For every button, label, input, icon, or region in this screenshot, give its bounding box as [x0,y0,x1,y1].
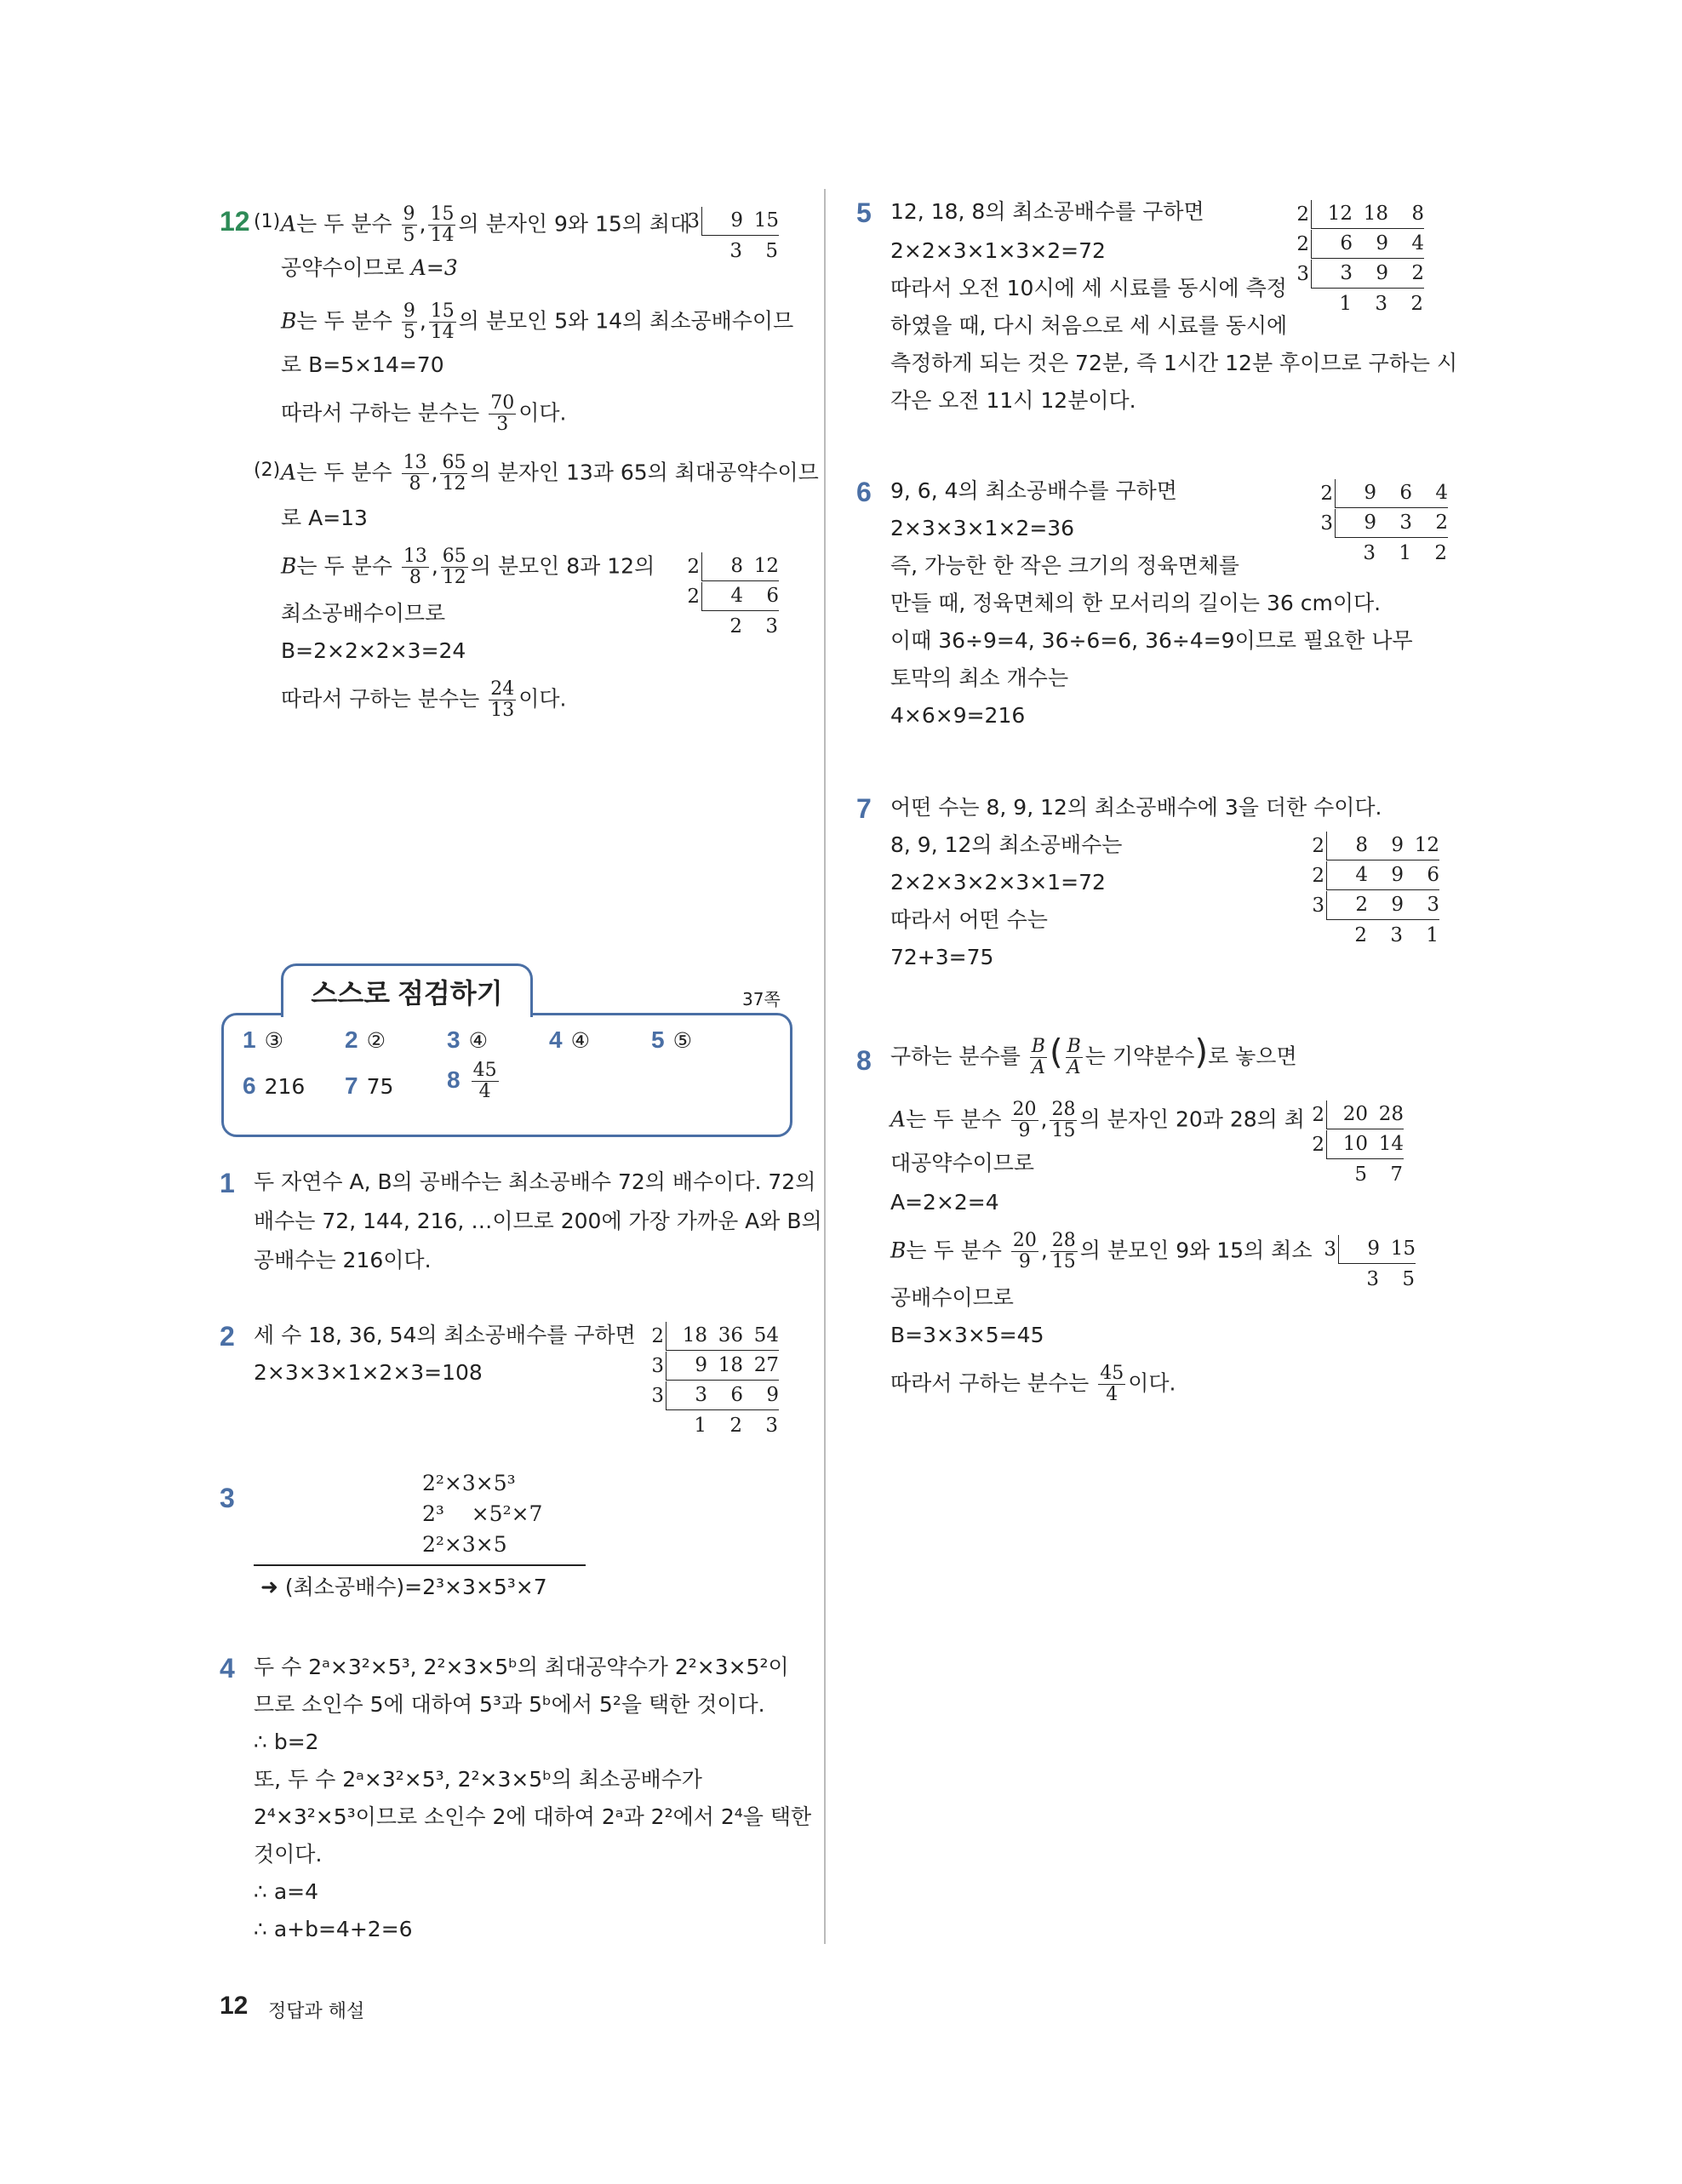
ladder-quotient-row [1290,920,1439,950]
ladder-row [1290,860,1439,890]
denominator: A [1031,1057,1045,1078]
answer-number: 1 [243,1026,256,1053]
ladder-divisor: 3 [687,209,700,232]
part-2-label: (2) [254,460,281,481]
ladder-value: 9 [1367,1238,1380,1260]
p8-line2: A는 두 분수 $\frac{20}{9}$ , $\frac{28}{15}$ 의 분자인 20과 28의 최 [890,1099,1305,1141]
fraction [428,204,455,246]
p8-line1: 구하는 분수를 $\frac{B}{A}$ ( $\frac{B}{A}$ 는 기약분수)로 놓으면 [890,1032,1297,1078]
p5-line2: 2×2×3×1×3×2=72 [890,238,1106,263]
fraction [1030,1037,1047,1078]
ladder-value: 8 [1411,203,1424,225]
p4-line3: ∴ b=2 [254,1729,319,1754]
p8-line7: B=3×3×5=45 [890,1323,1044,1347]
fraction [402,204,417,246]
denominator: 8 [409,567,421,588]
numerator: 28 [1051,1230,1076,1251]
numerator: 45 [472,1060,497,1081]
denominator: 14 [430,322,455,343]
fraction [402,453,429,495]
ladder-value: 12 [753,555,779,577]
p6-line4: 만들 때, 정육면체의 한 모서리의 길이는 36 cm이다. [890,591,1382,615]
answer-item [447,1026,488,1054]
self-check-page-ref: 37쪽 [742,989,781,1009]
p12-line5: 따라서 구하는 분수는 $\frac{70}{3}$ 이다. [281,392,567,435]
ladder-row [1290,831,1439,860]
ladder-divisor: 2 [1312,864,1324,887]
p12-2-line1: A는 두 분수 $\frac{13}{8}$ , $\frac{65}{12}$ 의 분자인 13과 65의 최대공약수이므 [281,452,819,495]
ladder-row [1302,1234,1416,1264]
ladder-value: 9 [1391,864,1404,886]
ladder-cells [701,612,778,640]
page-number: 12 [220,1992,249,2020]
ladder-value: 9 [695,1354,707,1376]
p3-rule [254,1564,586,1566]
numerator: 9 [403,203,415,225]
ladder-divisor: 2 [687,555,700,578]
p8-line6: 공배수이므로 [890,1285,1014,1310]
p3-result: ➜ (최소공배수)=2³×3×5³×7 [260,1575,547,1599]
p12-2-line6: 따라서 구하는 분수는 $\frac{24}{13}$ 이다. [281,678,567,721]
ladder-cells [1311,260,1424,289]
ladder-value: 3 [1390,923,1403,946]
p12-line2: 공약수이므로 A=3 [281,255,458,280]
ladder-row [1275,259,1424,289]
ladder-value: 4 [1355,864,1368,886]
ladder-value: 4 [1411,232,1424,254]
answer-value: 216 [264,1074,306,1099]
ladder-value: 3 [1427,894,1439,916]
fraction [402,301,417,343]
ladder-row [1275,199,1424,229]
ladder-value: 2 [1435,512,1448,534]
ladder-value: 2 [1410,292,1423,315]
ladder-value: 3 [1399,512,1412,534]
fraction [1098,1364,1125,1405]
answer-value: ④ [570,1028,590,1053]
ladder-value: 2 [729,615,742,637]
ladder-value: 3 [765,615,778,637]
ladder-quotient-row [666,236,779,266]
ladder-value: 18 [682,1324,707,1346]
p7-line2: 8, 9, 12의 최소공배수는 [890,832,1123,857]
problem-5-number: 5 [856,197,872,228]
ladder-value: 27 [753,1354,779,1376]
ladder-row [1290,890,1439,920]
ladder-value: 28 [1378,1103,1404,1125]
numerator: 45 [1100,1363,1124,1384]
ladder-value: 9 [766,1384,779,1406]
ladder-8b [1302,1234,1416,1294]
ladder-value: 3 [695,1384,707,1406]
p5-line6: 각은 오전 11시 12분이다. [890,388,1136,413]
denominator: A [1067,1057,1081,1078]
answer-item [447,1061,501,1102]
ladder-value: 1 [1426,923,1439,946]
denominator: 3 [496,414,509,435]
p5-line3: 따라서 오전 10시에 세 시료를 동시에 측정 [890,276,1287,300]
ladder-quotient-row [1302,1264,1416,1294]
ladder-8a [1290,1100,1404,1189]
ladder-2 [630,1321,779,1440]
ladder-value: 9 [1391,894,1404,916]
answer-value: ④ [468,1028,488,1053]
problem-3-number: 3 [220,1483,235,1513]
p7-line3: 2×2×3×2×3×1=72 [890,870,1106,895]
ladder-quotient-row [1290,1159,1404,1189]
p12-2-line4: 최소공배수이므로 [281,601,446,626]
ladder-divisor: 2 [1312,1133,1324,1156]
p6-line1: 9, 6, 4의 최소공배수를 구하면 [890,478,1177,503]
ladder-divisor: 3 [1312,894,1324,917]
ladder-value: 2 [1411,262,1424,284]
ladder-5 [1275,199,1424,318]
ladder-value: 10 [1342,1133,1368,1155]
ladder-value: 1 [1339,292,1352,315]
problem-4-number: 4 [220,1653,235,1684]
ladder-row [630,1351,779,1381]
numerator: 20 [1012,1099,1037,1120]
p7-line4: 따라서 어떤 수는 [890,907,1048,932]
p7-line5: 72+3=75 [890,945,994,969]
fraction [1050,1100,1077,1141]
denominator: 15 [1051,1251,1076,1272]
p5-line5: 측정하게 되는 것은 72분, 즉 1시간 12분 후이므로 구하는 시 [890,351,1458,375]
ladder-value: 3 [1375,292,1387,315]
ladder-row [1275,229,1424,259]
ladder-quotient-row [1275,289,1424,318]
p4-line2: 므로 소인수 5에 대하여 5³과 5ᵇ에서 5²을 택한 것이다. [254,1692,765,1717]
fraction [1066,1037,1083,1078]
p2-line2: 2×3×3×1×2×3=108 [254,1360,483,1385]
ladder-value: 8 [730,555,743,577]
ladder-value: 15 [1390,1238,1416,1260]
ladder-value: 6 [1399,482,1412,504]
ladder-divisor: 2 [687,585,700,608]
ladder-row [1290,1100,1404,1129]
answer-item [243,1026,283,1054]
denominator: 5 [403,322,415,343]
ladder-cells [1338,1235,1416,1264]
ladder-value: 4 [730,585,743,607]
numerator: 13 [403,546,427,567]
numerator: 70 [490,392,515,414]
numerator: 13 [403,452,427,473]
denominator: 15 [1051,1120,1076,1141]
denominator: 12 [442,473,466,495]
ladder-value: 3 [1363,541,1376,564]
ladder-7 [1290,831,1439,950]
answer-number: 3 [447,1026,461,1053]
ladder-value: 18 [1363,203,1388,225]
ladder-cells [1326,1160,1403,1188]
answer-item [243,1072,305,1100]
ladder-12b [666,552,779,641]
ladder-divisor: 2 [1312,834,1324,857]
ladder-value: 9 [1391,834,1404,856]
p6-line5: 이때 36÷9=4, 36÷6=6, 36÷4=9이므로 필요한 나무 [890,628,1413,653]
answer-number: 4 [549,1026,563,1053]
p6-line7: 4×6×9=216 [890,703,1026,728]
problem-7-number: 7 [856,793,872,824]
ladder-cells [1326,1130,1404,1159]
ladder-value: 12 [1414,834,1439,856]
numerator: B [1067,1036,1081,1057]
numerator: 15 [430,300,455,322]
ladder-value: 5 [1354,1163,1367,1186]
ladder-row [1299,478,1448,508]
ladder-value: 6 [730,1384,743,1406]
ladder-value: 1 [694,1414,707,1437]
ladder-value: 9 [1376,262,1388,284]
ladder-value: 2 [729,1414,742,1437]
ladder-cells [1326,921,1439,949]
ladder-cells [701,237,778,265]
fraction [441,546,468,588]
ladder-row [666,206,779,236]
p1-line3: 공배수는 216이다. [254,1248,432,1272]
answer-value: ⑤ [672,1028,692,1053]
fraction [1011,1100,1038,1141]
denominator: 13 [490,700,515,721]
p8-line8: 따라서 구하는 분수는 $\frac{45}{4}$ 이다. [890,1363,1176,1405]
ladder-cells [666,1352,779,1381]
ladder-value: 3 [1340,262,1353,284]
numerator: 20 [1012,1230,1037,1251]
fraction [440,453,467,495]
ladder-value: 9 [1364,512,1376,534]
ladder-value: 2 [1355,894,1368,916]
ladder-divisor: 2 [651,1324,664,1347]
ladder-value: 3 [1366,1267,1379,1290]
ladder-cells [666,1381,779,1410]
answer-value: ② [366,1028,386,1053]
column-divider [824,189,826,1944]
ladder-cells [1326,832,1439,860]
ladder-value: 6 [766,585,779,607]
ladder-value: 6 [1340,232,1353,254]
ladder-value: 14 [1378,1133,1404,1155]
problem-1-number: 1 [220,1168,235,1198]
ladder-cells [1338,1265,1415,1293]
problem-6-number: 6 [856,477,872,507]
fraction [489,393,516,435]
numerator: 28 [1051,1099,1076,1120]
denominator: 9 [1018,1120,1031,1141]
p7-line1: 어떤 수는 8, 9, 12의 최소공배수에 3을 더한 수이다. [890,795,1382,820]
answer-item [651,1026,692,1054]
ladder-cells [666,1322,779,1351]
ladder-divisor: 3 [1320,512,1333,535]
answer-item [345,1072,393,1100]
answer-value: 75 [366,1074,394,1099]
ladder-value: 9 [1376,232,1388,254]
ladder-divisor: 2 [1320,482,1333,505]
answer-fraction [472,1061,499,1102]
ladder-divisor: 3 [1324,1238,1336,1261]
problem-2-number: 2 [220,1321,235,1352]
ladder-row [1290,1129,1404,1159]
ladder-cells [666,1411,778,1439]
denominator: 14 [430,225,455,246]
ladder-divisor: 3 [1296,262,1309,285]
numerator: 15 [430,203,455,225]
p12-2-line3: B는 두 분수 $\frac{13}{8}$ , $\frac{65}{12}$ 의 분모인 8과 12의 [281,546,655,588]
p4-line6: 것이다. [254,1842,323,1867]
p8-line3: 대공약수이므로 [890,1151,1035,1175]
ladder-divisor: 3 [651,1384,664,1407]
fraction [489,679,516,721]
denominator: 5 [403,225,415,246]
answer-number: 6 [243,1072,256,1099]
p6-line6: 토막의 최소 개수는 [890,666,1069,690]
p4-line4: 또, 두 수 2ᵃ×3²×5³, 2²×3×5ᵇ의 최소공배수가 [254,1767,702,1792]
ladder-cells [701,552,779,581]
ladder-cells [1335,479,1448,508]
p12-2-line2: 로 A=13 [281,506,368,530]
answer-number: 2 [345,1026,358,1053]
p1-line1: 두 자연수 A, B의 공배수는 최소공배수 72의 배수이다. 72의 [254,1169,816,1194]
p3-row2: 2³ ×5²×7 [422,1501,543,1526]
fraction [1050,1231,1078,1272]
ladder-value: 5 [765,239,778,262]
ladder-value: 9 [1364,482,1376,504]
ladder-value: 6 [1427,864,1439,886]
p8-line5: B는 두 분수 $\frac{20}{9}$ , $\frac{28}{15}$ 의 분모인 9와 15의 최소 [890,1230,1313,1272]
footer-label: 정답과 해설 [268,2001,365,2022]
ladder-12a [666,206,779,266]
ladder-cells [701,582,779,611]
ladder-row [630,1321,779,1351]
numerator: 65 [442,546,466,567]
p4-line7: ∴ a=4 [254,1879,319,1904]
answer-number: 7 [345,1072,358,1099]
ladder-value: 7 [1390,1163,1403,1186]
ladder-value: 36 [718,1324,743,1346]
denominator: 4 [478,1081,491,1102]
p3-row1: 2²×3×5³ [422,1471,516,1495]
part-1-label: (1) [254,211,281,232]
fraction [402,546,429,588]
ladder-divisor: 2 [1296,203,1309,226]
ladder-value: 12 [1327,203,1353,225]
self-check-title: 스스로 점검하기 [281,963,533,1017]
p2-line1: 세 수 18, 36, 54의 최소공배수를 구하면 [254,1323,636,1347]
numerator: 9 [403,300,415,322]
ladder-row [630,1381,779,1410]
ladder-value: 15 [753,209,779,232]
answer-item [345,1026,386,1054]
answer-value: ③ [264,1028,283,1053]
p6-line3: 즉, 가능한 한 작은 크기의 정육면체를 [890,553,1239,578]
ladder-cells [1326,861,1439,890]
ladder-value: 3 [729,239,742,262]
ladder-value: 54 [753,1324,779,1346]
problem-12-number: 12 [220,206,250,237]
ladder-quotient-row [630,1410,779,1440]
p12-line4: 로 B=5×14=70 [281,352,444,377]
ladder-divisor: 3 [651,1354,664,1377]
ladder-cells [1326,1101,1404,1129]
ladder-cells [1311,230,1424,259]
ladder-divisor: 2 [1312,1103,1324,1126]
ladder-value: 2 [1354,923,1367,946]
ladder-row [666,552,779,581]
ladder-value: 3 [765,1414,778,1437]
ladder-value: 2 [1434,541,1447,564]
denominator: 4 [1106,1384,1118,1405]
p8-line4: A=2×2=4 [890,1190,999,1215]
denominator: 12 [442,567,466,588]
answer-number: 8 [447,1066,461,1093]
ladder-cells [1326,891,1439,920]
denominator: 9 [1018,1251,1031,1272]
ladder-row [666,581,779,611]
ladder-cells [1335,539,1447,567]
ladder-value: 5 [1402,1267,1415,1290]
ladder-value: 8 [1355,834,1368,856]
p3-row3: 2²×3×5 [422,1532,507,1557]
ladder-cells [1311,289,1423,317]
fraction [1011,1231,1038,1272]
problem-8-number: 8 [856,1045,872,1076]
p5-line1: 12, 18, 8의 최소공배수를 구하면 [890,199,1204,224]
ladder-quotient-row [666,611,779,641]
ladder-cells [1311,200,1424,229]
ladder-divisor: 2 [1296,232,1309,255]
ladder-value: 18 [718,1354,743,1376]
numerator: 24 [490,678,515,700]
fraction [429,301,456,343]
ladder-6 [1299,478,1448,568]
p12-line3: B는 두 분수 $\frac{9}{5}$ , $\frac{15}{14}$ 의 분모인 5와 14의 최소공배수이므 [281,300,794,343]
ladder-row [1299,508,1448,538]
denominator: 8 [409,473,421,495]
p4-line8: ∴ a+b=4+2=6 [254,1917,413,1941]
ladder-value: 20 [1342,1103,1368,1125]
p4-line1: 두 수 2ᵃ×3²×5³, 2²×3×5ᵇ의 최대공약수가 2²×3×5²이 [254,1655,789,1679]
p4-line5: 2⁴×3²×5³이므로 소인수 2에 대하여 2ᵃ과 2²에서 2⁴을 택한 [254,1804,812,1829]
ladder-value: 1 [1399,541,1411,564]
p12-line1: A는 두 분수 $\frac{9}{5}$ , $\frac{15}{14}$ 의 분자인 9와 15의 최대 [281,203,691,246]
answer-item [549,1026,590,1054]
ladder-value: 4 [1435,482,1448,504]
p12-2-line5: B=2×2×2×3=24 [281,638,466,663]
p1-line2: 배수는 72, 144, 216, …이므로 200에 가장 가까운 A와 B의 [254,1209,822,1233]
ladder-cells [1335,509,1448,538]
ladder-cells [701,207,779,236]
ladder-quotient-row [1299,538,1448,568]
numerator: B [1031,1036,1045,1057]
p6-line2: 2×3×3×1×2=36 [890,516,1075,540]
p5-line4: 하였을 때, 다시 처음으로 세 시료를 동시에 [890,313,1288,338]
numerator: 65 [442,452,466,473]
self-check-box [221,1013,792,1137]
answer-number: 5 [651,1026,665,1053]
ladder-value: 9 [730,209,743,232]
